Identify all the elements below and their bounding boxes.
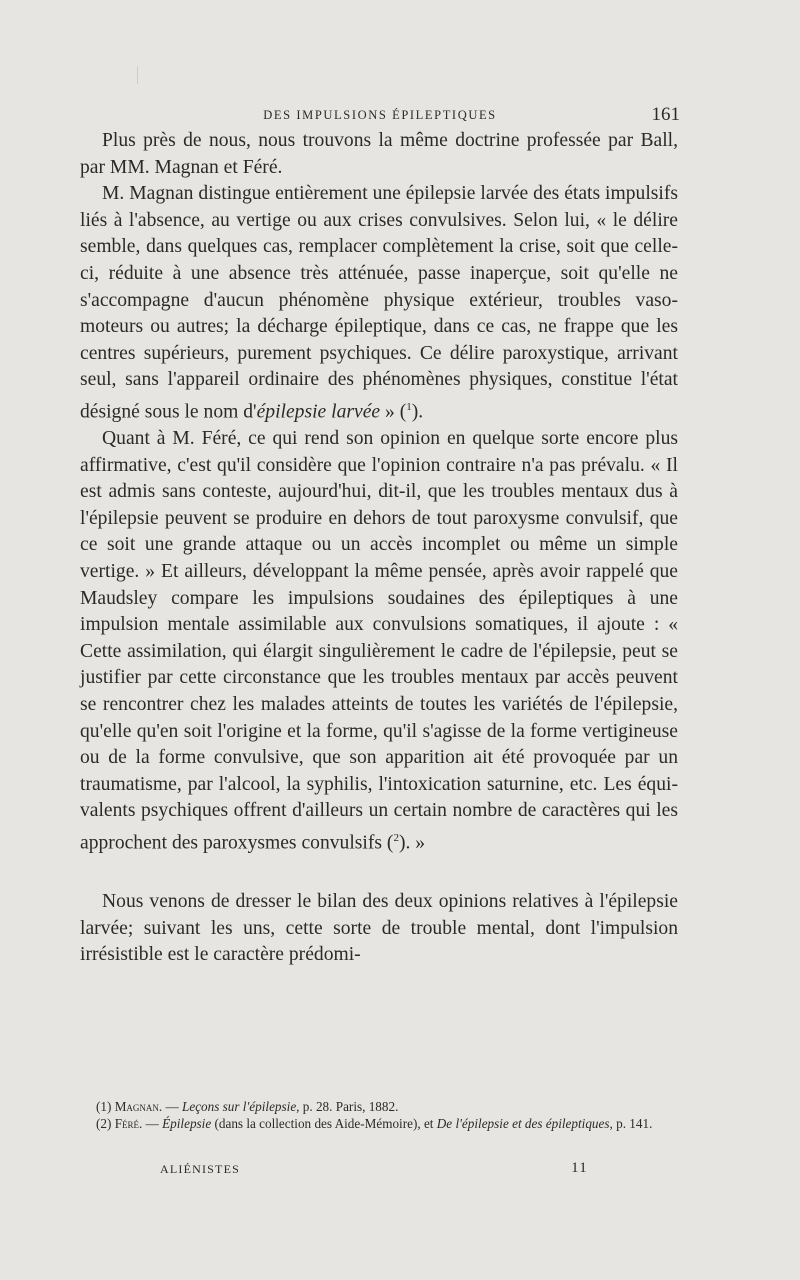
footnote-ref-1: 1 (406, 400, 412, 413)
paragraph-2-emphasis: épilepsie larvée (256, 401, 381, 423)
margin-mark (137, 66, 138, 84)
paragraph-2 (80, 181, 678, 426)
footnote-1-marker: (1) (96, 1099, 112, 1114)
footnote-2-title: Épilepsie (162, 1116, 212, 1131)
page-number: 161 (651, 104, 680, 125)
footnote-2-rest-a: (dans la collection des Aide-Mémoire), et (211, 1116, 437, 1131)
signature-number: 11 (571, 1160, 588, 1176)
footnote-2-sep: . — (139, 1116, 163, 1131)
footnote-1-rest: , p. 28. Paris, 1882. (296, 1099, 399, 1114)
signature-line (160, 1162, 588, 1182)
paragraph-2-text-c: ). (411, 401, 424, 423)
paragraph-3 (80, 426, 678, 857)
body-text (80, 128, 678, 969)
footnote-1-title: Leçons sur l'épilepsie (182, 1099, 297, 1114)
footnote-1-sep: . — (158, 1099, 182, 1114)
paragraph-2-text: M. Magnan distingue entièrement une épilepsie larvée des états impulsifs liés à l'absence, au vertige ou aux crises convulsives. Selon lui, « le délire semble, dans quelques cas, remplacer complètement la crise, soit que celle-ci, réduite à une absence très atténuée, passe inaperçue, soit qu'elle ne s'accompagne d'aucun phénomène physique extérieur, troubles vaso-moteurs ou autres; la décharge épileptique, dans ce cas, ne frappe que les centres supérieurs, purement psychiques. Ce délire paroxystique, arrivant seul, sans l'appareil ordinaire des phénomènes physiques, constitue l'état désigné sous le nom d' (80, 183, 678, 423)
footnote-1 (80, 1098, 678, 1115)
paragraph-3-text-b: ). » (398, 832, 426, 854)
signature-mark: ALIÉNISTES (160, 1162, 240, 1176)
footnote-ref-2: 2 (393, 831, 399, 844)
footnote-1-author: Magnan (114, 1099, 159, 1114)
paragraph-4: Nous venons de dresser le bilan des deux opinions relatives à l'épilepsie larvée; suivant les uns, cette sorte de trouble mental, dont l'impulsion irrésistible est le caractère prédomi- (80, 891, 678, 966)
footnote-2-title-b: De l'épilepsie et des épileptiques (436, 1116, 610, 1131)
running-head (80, 104, 680, 128)
footnote-2-marker: (2) (96, 1116, 112, 1131)
paragraph-3-text: Quant à M. Féré, ce qui rend son opinion en quelque sorte encore plus affirmative, c'est qu'il considère que l'opinion contraire n'a pas prévalu. « Il est admis sans conteste, aujourd'hui, dit-il, que les troubles mentaux dus à l'épilepsie peuvent se produire en dehors de tout paroxysme convulsif, que ce soit une grande attaque ou un accès incomplet ou même un simple vertige. » Et ailleurs, développant la même pensée, après avoir rappelé que Maudsley compare les impulsions soudaines des épileptiques à une impulsion mentale assimilable aux convulsions somatiques, il ajoute : « Cette assimilation, qui élargit singulièrement le cadre de l'épilepsie, peut se justifier par cette circonstance que les troubles mentaux par accès peuvent se rencontrer chez les malades atteints de toutes les variétés de l'épilepsie, qu'elle qu'en soit l'origine et la forme, qu'il s'agisse de la forme vertigineuse ou de la forme convulsive, que son apparition ait été provoquée par un traumatisme, par l'alcool, la syphilis, l'intoxication saturnine, etc. Les équivalents psychiques offrent d'ailleurs un certain nombre de caractères qui les approchent des paroxysmes convulsifs ( (80, 428, 678, 854)
footnote-2 (80, 1115, 678, 1132)
footnotes (80, 1098, 678, 1132)
paragraph-1: Plus près de nous, nous trouvons la même doctrine professée par Ball, par MM. Magnan et Féré. (80, 130, 678, 178)
running-title: DES IMPULSIONS ÉPILEPTIQUES (263, 108, 497, 122)
paragraph-2-text-b: » ( (380, 401, 407, 423)
section-gap (80, 857, 678, 889)
footnote-2-author: Féré (114, 1116, 140, 1131)
footnote-2-rest-b: , p. 141. (609, 1116, 653, 1131)
